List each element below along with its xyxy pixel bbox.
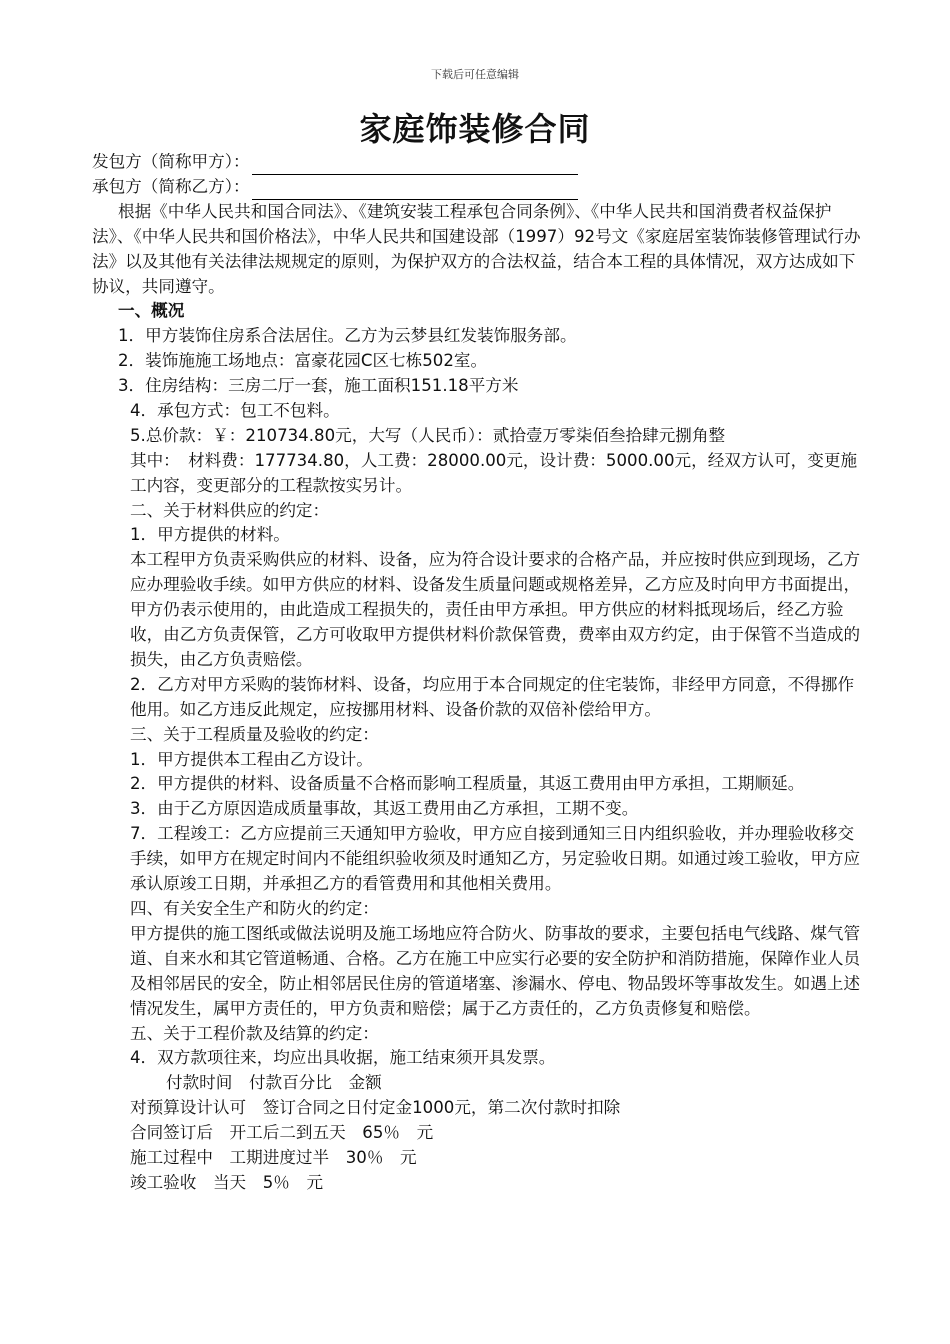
- s3-item-1: 1．甲方提供本工程由乙方设计。: [130, 749, 373, 769]
- preamble: 根据《中华人民共和国合同法》、《建筑安装工程承包合同条例》、《中华人民共和国消费者权益保护法》、《中华人民共和国价格法》，中华人民共和国建设部（1997）92号文《家庭居室装饰装修管理试行办法》以及其他有关法律法规规定的原则，为保护双方的合法权益，结合本工程的具体情况，双方达成如下协议，共同遵守。: [92, 201, 861, 296]
- s1-item-3: 3．住房结构：三房二厅一套，施工面积151.18平方米: [118, 376, 519, 396]
- payment-row: 合同签订后 开工后二到五天 65％ 元: [130, 1123, 434, 1143]
- party-a-line: [92, 150, 864, 175]
- payment-row: 竣工验收 当天 5％ 元: [130, 1172, 324, 1192]
- s2-item-1-body: 本工程甲方负责采购供应的材料、设备，应为符合设计要求的合格产品，并应按时供应到现场，乙方应办理验收手续。如甲方供应的材料、设备发生质量问题或规格差异，乙方应及时向甲方书面提出，甲方仍表示使用的，由此造成工程损失的，责任由甲方承担。甲方供应的材料抵现场后，经乙方验收，由乙方负责保管，乙方可收取甲方提供材料价款保管费，费率由双方约定，由于保管不当造成的损失，由乙方负责赔偿。: [130, 550, 861, 669]
- page-title: 家庭饰装修合同: [359, 110, 591, 148]
- s5-item-4: 4．双方款项往来，均应出具收据，施工结束须开具发票。: [130, 1048, 556, 1068]
- party-b-line: [92, 175, 864, 200]
- s3-item-3: 3．由于乙方原因造成质量事故，其返工费用由乙方承担，工期不变。: [130, 799, 639, 819]
- s1-cost-para: 其中： 材料费：177734.80，人工费：28000.00元，设计费：5000.00元，经双方认可，变更施工内容，变更部分的工程款按实另计。: [130, 450, 858, 495]
- payment-table-header: 付款时间 付款百分比 金额: [166, 1073, 382, 1093]
- header-note: 下载后可任意编辑: [431, 68, 519, 81]
- section-4-heading: 四、有关安全生产和防火的约定：: [130, 898, 379, 918]
- party-a-blank: [252, 155, 578, 175]
- section-5-heading: 五、关于工程价款及结算的约定：: [130, 1023, 379, 1043]
- s3-item-2: 2．甲方提供的材料、设备质量不合格而影响工程质量，其返工费用由甲方承担，工期顺延。: [130, 774, 805, 794]
- s2-item-1-title: 1．甲方提供的材料。: [130, 525, 290, 545]
- s1-item-4: 4．承包方式：包工不包料。: [130, 400, 340, 420]
- payment-row: 对预算设计认可 签订合同之日付定金1000元，第二次付款时扣除: [130, 1098, 621, 1118]
- contract-body: [92, 150, 864, 1196]
- s4-body: 甲方提供的施工图纸或做法说明及施工场地应符合防火、防事故的要求，主要包括电气线路、煤气管道、自来水和其它管道畅通、合格。乙方在施工中应实行必要的安全防护和消防措施，保障作业人员及相邻居民的安全，防止相邻居民住房的管道堵塞、渗漏水、停电、物品毁坏等事故发生。如遇上述情况发生，属甲方责任的，甲方负责和赔偿；属于乙方责任的，乙方负责修复和赔偿。: [130, 923, 861, 1018]
- section-3-heading: 三、关于工程质量及验收的约定：: [130, 724, 379, 744]
- party-b-blank: [252, 180, 578, 200]
- s1-item-1: 1．甲方装饰住房系合法居住。乙方为云梦县红发装饰服务部。: [118, 326, 577, 346]
- party-a-label: 发包方（简称甲方）：: [92, 152, 250, 171]
- s1-item-5: 5.总价款：￥：210734.80元，大写（人民币）：贰拾壹万零柒佰叁拾肆元捌角整: [130, 425, 726, 445]
- party-b-label: 承包方（简称乙方）：: [92, 176, 250, 196]
- s2-item-2: 2．乙方对甲方采购的装饰材料、设备，均应用于本合同规定的住宅装饰，非经甲方同意，不得挪作他用。如乙方违反此规定，应按挪用材料、设备价款的双倍补偿给甲方。: [130, 674, 855, 719]
- s3-item-7: 7．工程竣工：乙方应提前三天通知甲方验收，甲方应自接到通知三日内组织验收，并办理验收移交手续，如甲方在规定时间内不能组织验收须及时通知乙方，另定验收日期。如通过竣工验收，甲方应承认原竣工日期，并承担乙方的看管费用和其他相关费用。: [130, 824, 861, 894]
- s1-item-2: 2．装饰施施工场地点：富豪花园C区七栋502室。: [118, 351, 488, 371]
- payment-row: 施工过程中 工期进度过半 30％ 元: [130, 1147, 417, 1167]
- section-2-heading: 二、关于材料供应的约定：: [130, 500, 330, 520]
- section-1-heading: 一、概况: [118, 301, 185, 321]
